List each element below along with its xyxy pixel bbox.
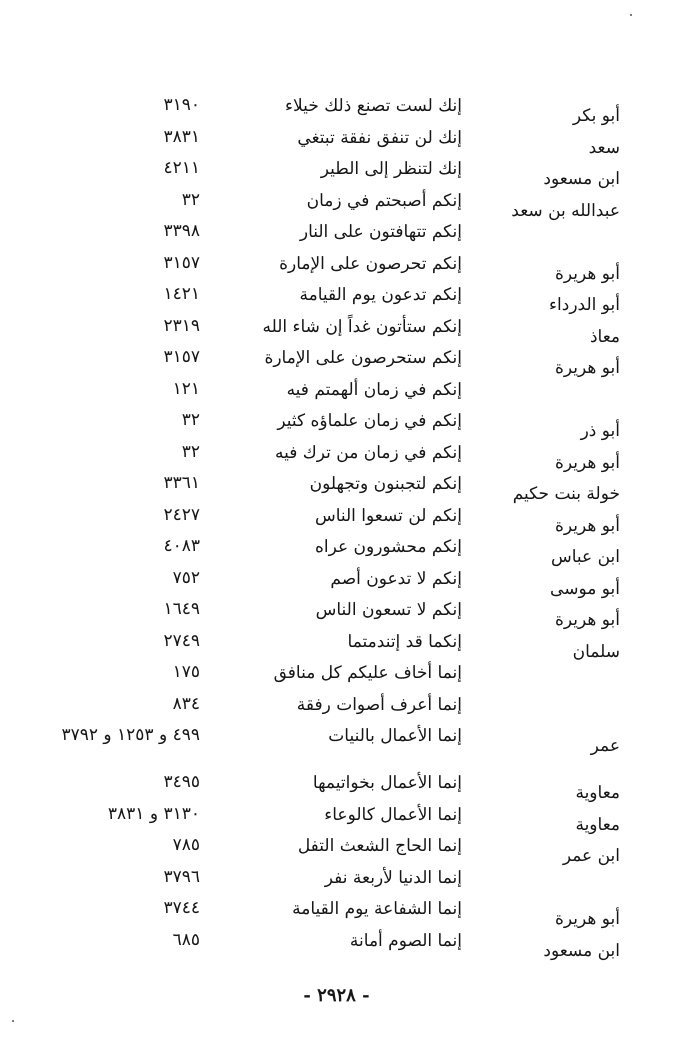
hadith-reference-number: ٣٣٦١ (163, 473, 200, 493)
index-row (60, 317, 620, 349)
hadith-reference-number: ٣٧٩٦ (163, 866, 200, 887)
hadith-opening: إنكم في زمان من ترك فيه (275, 442, 462, 463)
hadith-reference-number: ٦٨٥ (172, 929, 200, 950)
hadith-reference-number: ٢٤٢٧ (163, 504, 200, 525)
hadith-opening: إنما الأعمال كالوعاء (324, 804, 462, 825)
index-table (60, 96, 620, 962)
hadith-reference-number: ٤٠٨٣ (163, 536, 200, 556)
hadith-opening: إنك لتنظر إلى الطير (320, 159, 462, 179)
hadith-reference-number: ٣٤٩٥ (163, 772, 200, 792)
hadith-opening: إنما أخاف عليكم كل منافق (273, 663, 462, 683)
index-row (60, 600, 620, 632)
hadith-opening: إنما الأعمال بالنيات (328, 726, 462, 746)
index-row (60, 836, 620, 868)
hadith-reference-number: ١٧٥ (172, 662, 200, 682)
scan-speck (630, 14, 632, 16)
hadith-reference-number: ٤٢١١ (163, 158, 200, 178)
page-number: - ٢٩٢٨ - (303, 985, 370, 1006)
narrator-name: أبو هريرة (554, 263, 620, 284)
index-row (60, 380, 620, 412)
narrator-name: سلمان (572, 641, 620, 662)
hadith-opening: إنما الدنيا لأربعة نفر (324, 867, 462, 888)
hadith-reference-number: ٣٢ (181, 441, 200, 462)
hadith-reference-number: ٤٩٩ و ١٢٥٣ و ٣٧٩٢ (61, 725, 200, 745)
hadith-reference-number: ٣٢ (181, 410, 200, 430)
narrator-name: ابن مسعود (543, 940, 620, 961)
index-row (60, 805, 620, 837)
index-row (60, 348, 620, 380)
hadith-reference-number: ١٦٤٩ (163, 599, 200, 619)
hadith-opening: إنكم في زمان علماؤه كثير (277, 411, 462, 431)
hadith-opening: إنكم ستحرصون على الإمارة (264, 348, 462, 368)
hadith-opening: إنكم لن تسعوا الناس (314, 505, 462, 526)
index-row (60, 222, 620, 254)
index-row (60, 411, 620, 443)
hadith-reference-number: ٣٧٤٤ (163, 898, 200, 918)
hadith-opening: إنكم ستأتون غداً إن شاء الله (262, 316, 462, 337)
hadith-opening: إنما الحاج الشعث التفل (297, 836, 462, 856)
narrator-name: ابن عمر (562, 846, 620, 866)
hadith-opening: إنكم في زمان ألهمتم فيه (286, 379, 462, 400)
index-row (60, 569, 620, 601)
index-row (60, 474, 620, 506)
index-row (60, 443, 620, 475)
narrator-name: سعد (588, 137, 620, 158)
narrator-name: معاذ (589, 326, 620, 347)
hadith-reference-number: ٣٣٩٨ (163, 221, 200, 241)
hadith-reference-number: ٣١٥٧ (163, 252, 200, 273)
index-row (60, 96, 620, 128)
narrator-name: ابن عباس (550, 547, 620, 567)
narrator-name: أبو هريرة (554, 452, 620, 473)
narrator-name: ابن مسعود (543, 169, 620, 189)
narrator-name: عمر (590, 736, 620, 756)
narrator-name: معاوية (575, 814, 620, 835)
narrator-name: أبو هريرة (554, 909, 620, 929)
index-row (60, 191, 620, 223)
hadith-reference-number: ٣١٣٠ و ٣٨٣١ (107, 803, 200, 824)
hadith-opening: إنكم لتجبنون وتجهلون (309, 474, 462, 494)
hadith-reference-number: ٧٥٢ (172, 567, 200, 588)
index-row (60, 537, 620, 569)
index-row (60, 868, 620, 900)
hadith-opening: إنكم لا تسعون الناس (315, 600, 462, 620)
hadith-reference-number: ٣١٩٠ (163, 95, 200, 115)
index-row (60, 506, 620, 538)
hadith-reference-number: ٨٣٤ (172, 693, 200, 714)
index-row (60, 254, 620, 286)
hadith-opening: إنما الأعمال بخواتيمها (312, 773, 462, 793)
hadith-reference-number: ٢٣١٩ (163, 315, 200, 336)
narrator-name: خولة بنت حكيم (512, 484, 620, 504)
hadith-opening: إنكم لا تدعون أصم (330, 568, 462, 589)
index-row (60, 773, 620, 805)
index-row (60, 726, 620, 773)
narrator-name: معاوية (575, 783, 620, 803)
index-row (60, 931, 620, 963)
narrator-name: أبو هريرة (554, 515, 620, 536)
narrator-name: عبدالله بن سعد (511, 200, 620, 221)
hadith-reference-number: ٣٨٣١ (163, 126, 200, 147)
index-row (60, 159, 620, 191)
index-row (60, 632, 620, 664)
hadith-reference-number: ٣١٥٧ (163, 347, 200, 367)
narrator-name: أبو هريرة (554, 358, 620, 378)
hadith-reference-number: ٢٧٤٩ (163, 630, 200, 651)
hadith-opening: إنكم تدعون يوم القيامة (299, 285, 462, 305)
hadith-reference-number: ١٤٢١ (163, 284, 200, 304)
hadith-opening: إنك لن تنفق نفقة تبتغي (297, 127, 462, 148)
index-row (60, 695, 620, 727)
narrator-name: أبو بكر (572, 106, 620, 126)
hadith-opening: إنكم أصبحتم في زمان (306, 190, 462, 211)
narrator-name: أبو موسى (550, 578, 620, 599)
hadith-opening: إنك لست تصنع ذلك خيلاء (285, 96, 462, 116)
hadith-opening: إنكم تحرصون على الإمارة (279, 253, 462, 274)
narrator-name: أبو ذر (580, 421, 620, 441)
index-row (60, 663, 620, 695)
index-row (60, 128, 620, 160)
hadith-reference-number: ٧٨٥ (172, 835, 200, 855)
narrator-name: أبو هريرة (554, 610, 620, 630)
hadith-opening: إنكم تتهافتون على النار (299, 222, 462, 242)
hadith-opening: إنكم محشورون عراه (314, 537, 462, 557)
hadith-reference-number: ١٢١ (172, 378, 200, 399)
index-row (60, 285, 620, 317)
narrator-name: أبو الدرداء (549, 295, 620, 315)
hadith-opening: إنما أعرف أصوات رفقة (296, 694, 462, 715)
hadith-opening: إنكما قد إتندمتما (347, 631, 462, 652)
hadith-opening: إنما الصوم أمانة (349, 930, 462, 951)
index-row (60, 899, 620, 931)
hadith-opening: إنما الشفاعة يوم القيامة (292, 899, 462, 919)
scan-speck (12, 1020, 14, 1022)
hadith-reference-number: ٣٢ (181, 189, 200, 210)
